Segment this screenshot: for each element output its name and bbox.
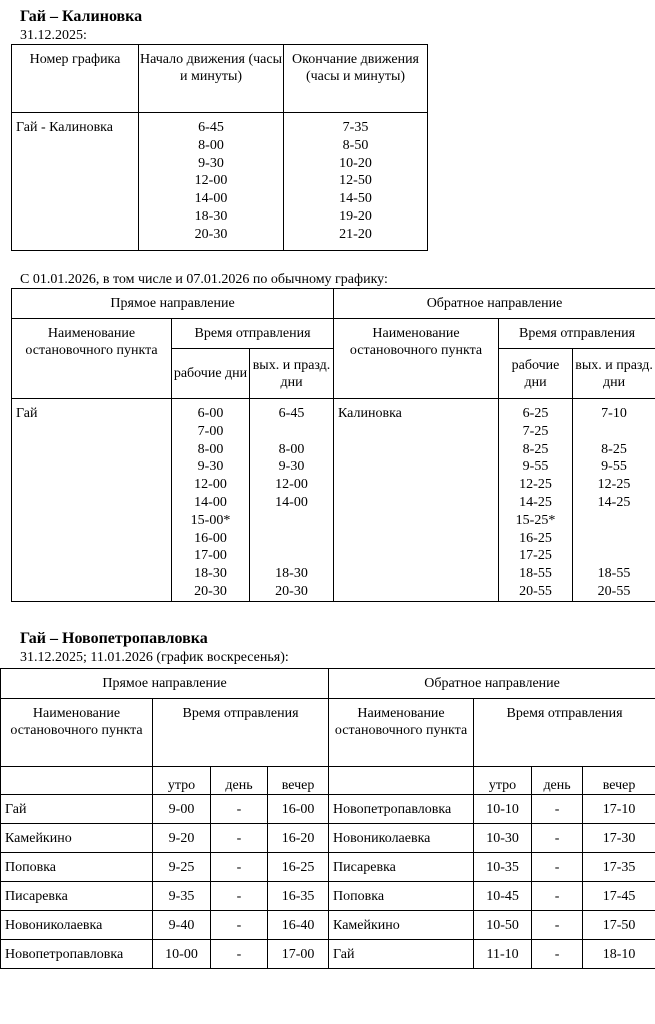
backward-stop-header: Наименование остановочного пункта	[334, 319, 499, 399]
forward-weekends-times: 6-45 8-00 9-30 12-00 14-00 18-30 20-30	[250, 399, 334, 602]
backward-workdays-times: 6-25 7-25 8-25 9-55 12-25 14-25 15-25* 16-25 17-25 18-55 20-55	[499, 399, 573, 602]
backward-evening-time: 18-10	[583, 940, 655, 969]
backward-weekends-header: вых. и празд. дни	[573, 349, 655, 399]
backward-evening-header: вечер	[583, 767, 655, 795]
backward-evening-time: 17-35	[583, 853, 655, 882]
forward-morning-time: 9-35	[153, 882, 211, 911]
backward-stop-name: Камейкино	[329, 911, 474, 940]
forward-day-time: -	[211, 853, 268, 882]
backward-evening-time: 17-50	[583, 911, 655, 940]
backward-day-time: -	[532, 882, 583, 911]
end-times: 7-35 8-50 10-20 12-50 14-50 19-20 21-20	[284, 113, 428, 251]
backward-stop-name: Поповка	[329, 882, 474, 911]
start-times: 6-45 8-00 9-30 12-00 14-00 18-30 20-30	[139, 113, 284, 251]
forward-evening-header: вечер	[268, 767, 329, 795]
backward-day-time: -	[532, 940, 583, 969]
forward-morning-time: 9-00	[153, 795, 211, 824]
backward-stop-name: Новопетропавловка	[329, 795, 474, 824]
backward-evening-time: 17-30	[583, 824, 655, 853]
forward-morning-header: утро	[153, 767, 211, 795]
header-end: Окончание движения (часы и минуты)	[284, 45, 428, 113]
schedule-table-novopetropavlovka	[0, 668, 655, 969]
backward-day-time: -	[532, 911, 583, 940]
backward-day-time: -	[532, 824, 583, 853]
backward-day-time: -	[532, 853, 583, 882]
schedule-table-regular	[11, 288, 655, 602]
backward-stop-blank	[329, 767, 474, 795]
forward-day-header: день	[211, 767, 268, 795]
backward-stop-header-2: Наименование остановочного пункта	[329, 699, 474, 767]
forward-departure-header-2: Время отправления	[153, 699, 329, 767]
table-row	[1, 853, 655, 882]
forward-stop-name: Камейкино	[1, 824, 153, 853]
header-start: Начало движения (часы и минуты)	[139, 45, 284, 113]
section3-date: 31.12.2025; 11.01.2026 (график воскресенья):	[20, 650, 289, 665]
backward-direction-label-2: Обратное направление	[329, 669, 655, 699]
forward-stop-header-2: Наименование остановочного пункта	[1, 699, 153, 767]
forward-stop-name: Новониколаевка	[1, 911, 153, 940]
forward-day-time: -	[211, 882, 268, 911]
forward-evening-time: 17-00	[268, 940, 329, 969]
forward-stop-blank	[1, 767, 153, 795]
forward-stop: Гай	[12, 399, 172, 602]
backward-departure-header-2: Время отправления	[474, 699, 655, 767]
forward-evening-time: 16-20	[268, 824, 329, 853]
forward-departure-header: Время отправления	[172, 319, 334, 349]
forward-stop-header: Наименование остановочного пункта	[12, 319, 172, 399]
forward-workdays-header: рабочие дни	[172, 349, 250, 399]
schedule-table-kalinovka	[11, 44, 428, 251]
backward-morning-time: 10-10	[474, 795, 532, 824]
forward-morning-time: 10-00	[153, 940, 211, 969]
forward-direction-label-2: Прямое направление	[1, 669, 329, 699]
forward-day-time: -	[211, 940, 268, 969]
forward-morning-time: 9-25	[153, 853, 211, 882]
table-row	[1, 882, 655, 911]
backward-direction-label: Обратное направление	[334, 289, 655, 319]
table-row	[1, 940, 655, 969]
backward-morning-time: 10-30	[474, 824, 532, 853]
forward-evening-time: 16-40	[268, 911, 329, 940]
backward-morning-time: 10-35	[474, 853, 532, 882]
backward-weekends-times: 7-10 8-25 9-55 12-25 14-25 18-55 20-55	[573, 399, 655, 602]
section1-title: Гай – Калиновка	[20, 8, 143, 25]
backward-stop: Калиновка	[334, 399, 499, 602]
forward-morning-time: 9-40	[153, 911, 211, 940]
backward-departure-header: Время отправления	[499, 319, 655, 349]
section1-date: 31.12.2025:	[20, 28, 87, 43]
forward-evening-time: 16-35	[268, 882, 329, 911]
forward-stop-name: Писаревка	[1, 882, 153, 911]
backward-evening-time: 17-45	[583, 882, 655, 911]
forward-stop-name: Новопетропавловка	[1, 940, 153, 969]
table-row	[1, 911, 655, 940]
backward-evening-time: 17-10	[583, 795, 655, 824]
backward-stop-name: Новониколаевка	[329, 824, 474, 853]
backward-morning-time: 10-45	[474, 882, 532, 911]
forward-direction-label: Прямое направление	[12, 289, 334, 319]
forward-evening-time: 16-25	[268, 853, 329, 882]
forward-workdays-times: 6-00 7-00 8-00 9-30 12-00 14-00 15-00* 16-00 17-00 18-30 20-30	[172, 399, 250, 602]
header-route-number: Номер графика	[12, 45, 139, 113]
table-row	[1, 824, 655, 853]
backward-morning-header: утро	[474, 767, 532, 795]
section2-intro: С 01.01.2026, в том числе и 07.01.2026 по обычному графику:	[20, 272, 388, 287]
backward-morning-time: 11-10	[474, 940, 532, 969]
forward-stop-name: Поповка	[1, 853, 153, 882]
backward-workdays-header: рабочие дни	[499, 349, 573, 399]
forward-day-time: -	[211, 824, 268, 853]
backward-stop-name: Гай	[329, 940, 474, 969]
backward-day-time: -	[532, 795, 583, 824]
backward-morning-time: 10-50	[474, 911, 532, 940]
forward-day-time: -	[211, 795, 268, 824]
backward-day-header: день	[532, 767, 583, 795]
forward-weekends-header: вых. и празд. дни	[250, 349, 334, 399]
table-row	[1, 795, 655, 824]
forward-morning-time: 9-20	[153, 824, 211, 853]
forward-day-time: -	[211, 911, 268, 940]
section3-title: Гай – Новопетропавловка	[20, 630, 208, 647]
backward-stop-name: Писаревка	[329, 853, 474, 882]
forward-evening-time: 16-00	[268, 795, 329, 824]
route-name: Гай - Калиновка	[12, 113, 139, 251]
forward-stop-name: Гай	[1, 795, 153, 824]
